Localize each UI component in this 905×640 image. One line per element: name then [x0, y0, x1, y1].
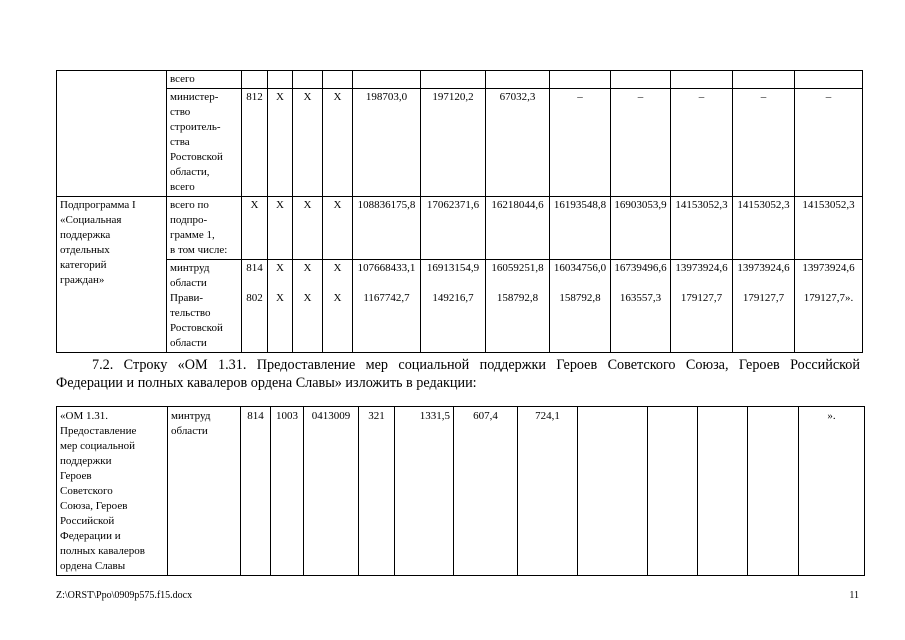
paragraph-line-2: Федерации и полных кавалеров ордена Славы» изложить в редакции:	[56, 375, 477, 391]
value-cell: 14153052,3	[795, 197, 863, 260]
paragraph-line-1: 7.2. Строку «ОМ 1.31. Предоставление мер социальной поддержки Героев Советского Союза, Героев Российской	[92, 357, 860, 373]
value-cell: 16193548,8	[550, 197, 611, 260]
replacement-table	[56, 406, 865, 576]
value-cell: 13973924,6 179127,7».	[795, 260, 863, 353]
closing-quote-cell: ».	[799, 407, 865, 576]
table-cell	[748, 407, 799, 576]
value-cell: 16913154,9 149216,7	[421, 260, 486, 353]
table-cell: всего	[167, 71, 242, 89]
table-cell: X	[268, 197, 293, 260]
value-cell: 17062371,6	[421, 197, 486, 260]
table-cell	[578, 407, 648, 576]
kbk-cell: X	[242, 197, 268, 260]
table-cell: X	[323, 89, 353, 197]
value-cell: –	[795, 89, 863, 197]
value-cell: 108836175,8	[353, 197, 421, 260]
table-cell: министер- ство строитель- ства Ростовской области, всего	[167, 89, 242, 197]
page-number: 11	[849, 590, 859, 601]
value-cell: –	[671, 89, 733, 197]
table-cell: X X	[268, 260, 293, 353]
table-cell: минтруд области Прави- тельство Ростовской области	[167, 260, 242, 353]
value-cell: 13973924,6 179127,7	[671, 260, 733, 353]
csr-cell: 0413009	[304, 407, 359, 576]
subprogram-name-cell: Подпрограмма I «Социальная поддержка отдельных категорий граждан»	[57, 197, 167, 353]
table-cell: X X	[323, 260, 353, 353]
table-cell: X	[293, 197, 323, 260]
value-cell: –	[733, 89, 795, 197]
value-cell: 16739496,6 163557,3	[611, 260, 671, 353]
table-row	[57, 407, 865, 576]
kbk-cell: 812	[242, 89, 268, 197]
table-cell: X X	[293, 260, 323, 353]
table-cell: X	[323, 197, 353, 260]
value-cell: 16059251,8 158792,8	[486, 260, 550, 353]
table-row	[57, 71, 863, 89]
value-cell: –	[611, 89, 671, 197]
value-cell: 107668433,1 1167742,7	[353, 260, 421, 353]
table-row	[57, 89, 863, 197]
org-cell: минтруд области	[168, 407, 241, 576]
table-row	[57, 197, 863, 260]
kbk-cell: 814 802	[242, 260, 268, 353]
total-cell: 1331,5	[395, 407, 454, 576]
value-cell: –	[550, 89, 611, 197]
value-cell: 14153052,3	[733, 197, 795, 260]
year1-cell: 607,4	[454, 407, 518, 576]
table-cell	[57, 71, 167, 197]
value-cell: 14153052,3	[671, 197, 733, 260]
value-cell: 13973924,6 179127,7	[733, 260, 795, 353]
value-cell: 16903053,9	[611, 197, 671, 260]
event-name-cell: «ОМ 1.31. Предоставление мер социальной поддержки Героев Советского Союза, Героев Российской Федерации и полных кавалеров ордена Славы	[57, 407, 168, 576]
table-cell: всего по подпро- грамме 1, в том числе:	[167, 197, 242, 260]
value-cell: 197120,2	[421, 89, 486, 197]
value-cell: 67032,3	[486, 89, 550, 197]
grbs-cell: 814	[241, 407, 271, 576]
value-cell: 16218044,6	[486, 197, 550, 260]
file-path: Z:\ORST\Ppo\0909p575.f15.docx	[56, 590, 193, 601]
table-cell	[698, 407, 748, 576]
rzpr-cell: 1003	[271, 407, 304, 576]
table-cell: X	[293, 89, 323, 197]
program-table	[56, 70, 863, 353]
table-cell	[648, 407, 698, 576]
table-row	[57, 260, 863, 353]
table-cell: X	[268, 89, 293, 197]
value-cell: 198703,0	[353, 89, 421, 197]
vr-cell: 321	[359, 407, 395, 576]
year2-cell: 724,1	[518, 407, 578, 576]
value-cell: 16034756,0 158792,8	[550, 260, 611, 353]
